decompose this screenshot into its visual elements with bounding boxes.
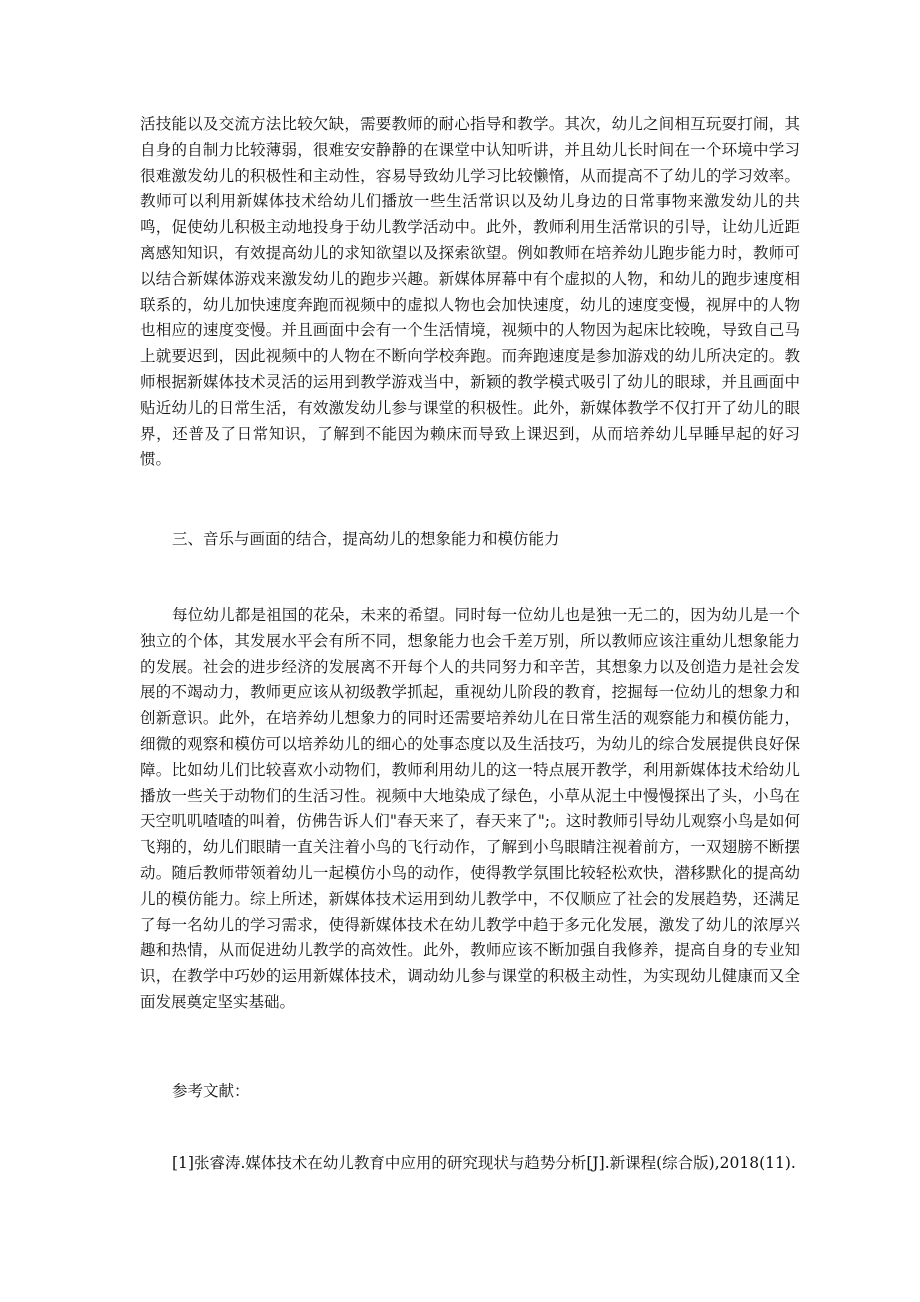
section-heading: 三、音乐与画面的结合，提高幼儿的想象能力和模仿能力 <box>172 530 560 548</box>
references-title: 参考文献： <box>172 1082 250 1100</box>
body-paragraph-1: 活技能以及交流方法比较欠缺，需要教师的耐心指导和教学。其次，幼儿之间相互玩耍打闹，其自身的自制力比较薄弱，很难安安静静的在课堂中认知听讲，并且幼儿长时间在一个环境中学习很难激发幼儿的积极性和主动性，容易导致幼儿学习比较懒惰，从而提高不了幼儿的学习效率。教师可以利用新媒体技术给幼儿们播放一些生活常识以及幼儿身边的日常事物来激发幼儿的共鸣，促使幼儿积极主动地投身于幼儿教学活动中。此外，教师利用生活常识的引导，让幼儿近距离感知知识，有效提高幼儿的求知欲望以及探索欲望。例如教师在培养幼儿跑步能力时，教师可以结合新媒体游戏来激发幼儿的跑步兴趣。新媒体屏幕中有个虚拟的人物，和幼儿的跑步速度相联系的，幼儿加快速度奔跑而视频中的虚拟人物也会加快速度，幼儿的速度变慢，视屏中的人物也相应的速度变慢。并且画面中会有一个生活情境，视频中的人物因为起床比较晚，导致自己马上就要迟到，因此视频中的人物在不断向学校奔跑。而奔跑速度是参加游戏的幼儿所决定的。教师根据新媒体技术灵活的运用到教学游戏当中，新颖的教学模式吸引了幼儿的眼球，并且画面中贴近幼儿的日常生活，有效激发幼儿参与课堂的积极性。此外，新媒体教学不仅打开了幼儿的眼界，还普及了日常知识，了解到不能因为赖床而导致上课迟到，从而培养幼儿早睡早起的好习惯。 <box>140 115 800 469</box>
body-paragraph-2: 每位幼儿都是祖国的花朵，未来的希望。同时每一位幼儿也是独一无二的，因为幼儿是一个独立的个体，其发展水平会有所不同，想象能力也会千差万别，所以教师应该注重幼儿想象能力的发展。社会的进步经济的发展离不开每个人的共同努力和辛苦，其想象力以及创造力是社会发展的不竭动力，教师更应该从初级教学抓起，重视幼儿阶段的教育，挖掘每一位幼儿的想象力和创新意识。此外，在培养幼儿想象力的同时还需要培养幼儿在日常生活的观察能力和模仿能力，细微的观察和模仿可以培养幼儿的细心的处事态度以及生活技巧，为幼儿的综合发展提供良好保障。比如幼儿们比较喜欢小动物们，教师利用幼儿的这一特点展开教学，利用新媒体技术给幼儿播放一些关于动物们的生活习性。视频中大地染成了绿色，小草从泥土中慢慢探出了头，小鸟在天空叽叽喳喳的叫着，仿佛告诉人们"春天来了，春天来了";。这时教师引导幼儿观察小鸟是如何飞翔的，幼儿们眼睛一直关注着小鸟的飞行动作，了解到小鸟眼睛注视着前方，一双翅膀不断摆动。随后教师带领着幼儿一起模仿小鸟的动作，使得教学氛围比较轻松欢快，潜移默化的提高幼儿的模仿能力。综上所述，新媒体技术运用到幼儿教学中，不仅顺应了社会的发展趋势，还满足了每一名幼儿的学习需求，使得新媒体技术在幼儿教学中趋于多元化发展，激发了幼儿的浓厚兴趣和热情，从而促进幼儿教学的高效性。此外，教师应该不断加强自我修养，提高自身的专业知识，在教学中巧妙的运用新媒体技术，调动幼儿参与课堂的积极主动性，为实现幼儿健康而又全面发展奠定坚实基础。 <box>140 606 800 1011</box>
reference-item: [1]张睿涛.媒体技术在幼儿教育中应用的研究现状与趋势分析[J].新课程(综合版),2018(11). <box>172 1154 796 1172</box>
